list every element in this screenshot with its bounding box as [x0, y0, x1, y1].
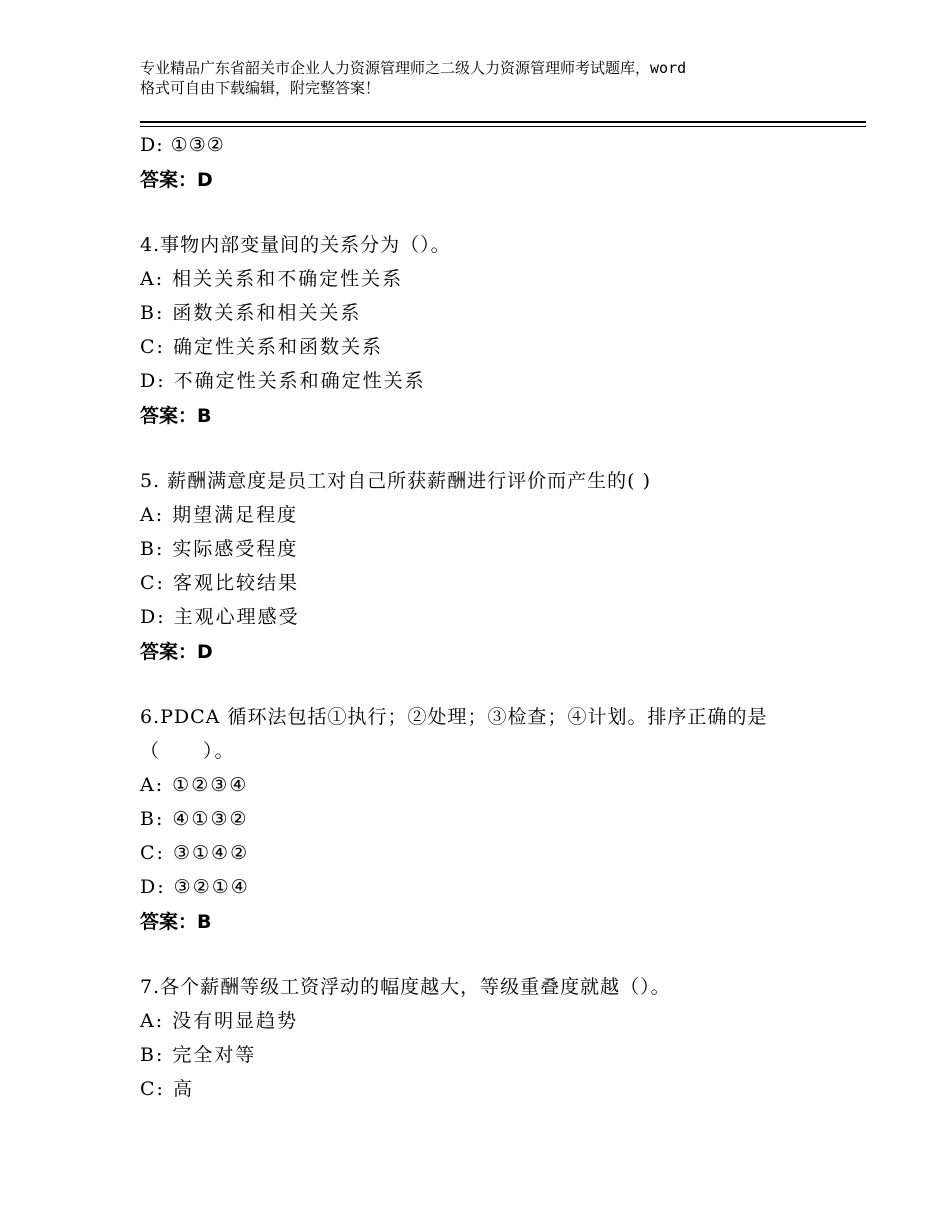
question-line: C: 高 — [140, 1078, 194, 1100]
question-stem: 6.PDCA 循环法包括①执行；②处理；③检查；④计划。排序正确的是 — [140, 706, 768, 728]
question-stem: 7.各个薪酬等级工资浮动的幅度越大，等级重叠度就越（）。 — [140, 976, 671, 998]
question-list — [140, 128, 866, 1106]
question-stem: 5. 薪酬满意度是员工对自己所获薪酬进行评价而产生的( ) — [140, 470, 652, 492]
question-block — [140, 228, 866, 434]
question-line: C: 客观比较结果 — [140, 572, 299, 594]
answer-label: 答案：B — [140, 911, 212, 933]
page-header — [140, 58, 840, 98]
header-rule-thin — [140, 126, 866, 127]
question-stem: 4.事物内部变量间的关系分为（）。 — [140, 234, 451, 256]
answer-label: 答案：D — [140, 641, 213, 663]
question-block — [140, 128, 866, 198]
question-line: D: 主观心理感受 — [140, 606, 300, 628]
question-line: C: 确定性关系和函数关系 — [140, 336, 383, 358]
question-line: A: 相关关系和不确定性关系 — [140, 268, 404, 290]
question-line: A: 没有明显趋势 — [140, 1010, 299, 1032]
question-block — [140, 464, 866, 670]
question-block — [140, 970, 866, 1106]
question-line: B: 实际感受程度 — [140, 538, 299, 560]
question-block — [140, 700, 866, 940]
header-title-line1: 专业精品广东省韶关市企业人力资源管理师之二级人力资源管理师考试题库，word — [140, 59, 687, 77]
question-line: A: 期望满足程度 — [140, 504, 299, 526]
question-line: （ ）。 — [140, 740, 236, 762]
question-line: A: ①②③④ — [140, 774, 249, 796]
question-line: B: ④①③② — [140, 808, 249, 830]
question-line: C: ③①④② — [140, 842, 250, 864]
question-line: D: 不确定性关系和确定性关系 — [140, 370, 426, 392]
question-line: D: ①③② — [140, 134, 225, 156]
question-line: B: 函数关系和相关关系 — [140, 302, 362, 324]
question-line: B: 完全对等 — [140, 1044, 257, 1066]
question-line: D: ③②①④ — [140, 876, 250, 898]
header-title-line2: 格式可自由下载编辑，附完整答案！ — [140, 79, 381, 97]
answer-label: 答案：D — [140, 169, 213, 191]
header-rule-thick — [140, 121, 866, 123]
answer-label: 答案：B — [140, 405, 212, 427]
